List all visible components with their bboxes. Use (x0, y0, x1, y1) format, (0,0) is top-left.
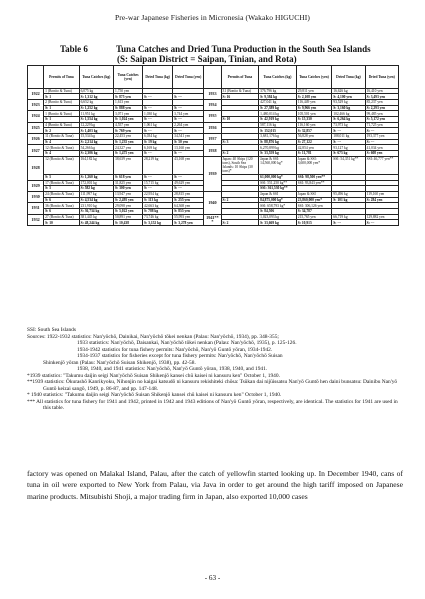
data-cell: S: 32,857 (296, 128, 331, 134)
data-cell: S: 4,100 yen (332, 94, 365, 100)
data-cell: 27 (Bonito & Tuna) (44, 214, 79, 220)
data-cell: S: --- (332, 139, 365, 145)
data-cell: S: 113 kg (143, 197, 173, 203)
data-cell: S: 1,252 kg (79, 105, 113, 111)
table-label: Table 6 (60, 44, 88, 54)
data-cell: 42,663 kg (143, 203, 173, 209)
data-cell: 6,075 kg (79, 88, 113, 94)
col-header: Dried Tuna (yen) (365, 66, 398, 89)
data-cell: S: 36,734 kg (79, 208, 113, 214)
data-cell: 73,746 kg (143, 214, 173, 220)
data-cell: 6,034 kg (143, 134, 173, 140)
year-cell: 1934 (204, 99, 221, 110)
data-cell: S: 5 (44, 186, 79, 192)
data-cell: S: --- (173, 117, 204, 123)
note-line: Sources: 1922-1932 statistics: Nan'yōchō, Dainikai, Nan'yōchō tōkei nenkan (Palau: Nan'yōchō, 1934), pp. 348-355; (27, 333, 279, 340)
year-cell: 1928 (28, 156, 44, 180)
data-cell: 31,825 yen (114, 180, 143, 186)
data-cell: 38,639 yen (114, 156, 143, 174)
year-cell: 1930 (28, 191, 44, 202)
data-cell: S: --- (173, 151, 204, 157)
data-cell: S: 10,915 (296, 220, 331, 226)
table-body (28, 88, 399, 225)
data-cell: S: 2 (221, 197, 259, 203)
data-cell: 376,796 kg (259, 88, 297, 94)
data-cell: S: --- (143, 174, 173, 180)
year-cell: 1925 (28, 122, 44, 133)
year-cell: 1933 (204, 88, 221, 99)
data-cell: 56,828 yen (296, 134, 331, 140)
data-cell: 16,410 yen (365, 88, 398, 94)
col-header: Permits of Tuna (44, 66, 79, 89)
page-number: - 63 - (204, 574, 221, 582)
data-cell: 50,891 yen (114, 214, 143, 220)
data-cell: S: 48,244 kg (79, 220, 113, 226)
table-row (28, 214, 399, 220)
data-cell: S: 1,403 kg (79, 128, 113, 134)
data-cell: SSI: 93,843 yen** (296, 180, 331, 186)
data-cell: 6,270,899 kg (259, 145, 297, 151)
data-cell: S: 1,475 yen (114, 151, 143, 157)
data-cell: Japan & SSI (296, 191, 331, 197)
data-cell: S: --- (365, 139, 398, 145)
year-cell: 1923 (28, 99, 44, 110)
data-cell: S: 4 (44, 139, 79, 145)
data-cell: S: --- (173, 105, 204, 111)
data-cell: 4,557 yen (114, 122, 143, 128)
data-cell: S: --- (173, 186, 204, 192)
data-cell: 24 (Bonito & Tuna) (44, 191, 79, 197)
data-cell: 64,368 yen (173, 203, 204, 209)
table-row (28, 122, 399, 128)
table-row (28, 88, 399, 94)
data-cell: Japan & SSI: 3,600,000 yen* (296, 156, 331, 174)
data-cell: 129,882 yen (365, 214, 398, 220)
data-cell: 61,000,000 kg* (259, 174, 297, 180)
data-cell: S: 2 (221, 220, 259, 226)
data-cell: S: 84,506 (259, 208, 297, 214)
col-header: Permits of Tuna (221, 66, 259, 89)
data-cell: S: --- (332, 128, 365, 134)
note-line: *** All statistics for tuna fishery for 1941 and 1942, printed in 1942 and 1943 editions of Nan'yō Guntō yōran, respectively, are identical. The statistics for 1941 are used in this table. (27, 398, 398, 411)
data-cell: S: 788 kg (143, 208, 173, 214)
data-cell: S: 6 (44, 208, 79, 214)
data-cell: 3,744 yen (173, 111, 204, 117)
data-cell: S: 33,669 kg (259, 220, 297, 226)
data-cell: S: 4,534 kg (79, 197, 113, 203)
table-notes (27, 327, 405, 412)
data-cell: S: 582 kg (79, 186, 113, 192)
year-cell: 1938 (204, 145, 221, 156)
data-cell: 13,947 yen (114, 191, 143, 197)
data-cell: 188,011 kg (332, 134, 365, 140)
year-cell: 1941*** (204, 214, 221, 225)
data-cell: S: --- (173, 94, 204, 100)
data-cell: 95,496 kg (332, 191, 365, 197)
year-cell: 1939 (204, 156, 221, 191)
data-cell: S: 10 (221, 117, 259, 123)
data-cell: S: 618 yen (114, 174, 143, 180)
data-cell: 193,377 yen (365, 134, 398, 140)
data-cell: S: 10,438 (114, 220, 143, 226)
data-cell: 41,034 yen (365, 145, 398, 151)
year-cell: 1927 (28, 145, 44, 156)
data-cell: S: 9,966 yen (296, 105, 331, 111)
data-cell: S: 5,022 yen (114, 208, 143, 214)
data-cell: S: 2,108 yen (296, 94, 331, 100)
data-cell: SSI: 306,126 yen (296, 203, 331, 209)
data-cell: 1,023,093 kg (259, 214, 297, 220)
data-cell: 17 (Bonito & Tuna) (44, 180, 79, 186)
table-row (28, 111, 399, 117)
data-cell: 54,266 kg (79, 145, 113, 151)
data-cell: 12,229 kg (79, 122, 113, 128)
year-cell: 1936 (204, 122, 221, 133)
data-cell: 15,534 kg (79, 134, 113, 140)
data-cell: SSI: 361,530 kg** (259, 186, 297, 192)
year-cell: 1935 (204, 111, 221, 122)
data-cell: S: 6 (44, 197, 79, 203)
data-cell: 102,466 kg (332, 111, 365, 117)
data-cell: S: --- (365, 220, 398, 226)
table-row (28, 99, 399, 105)
data-cell: 12 (Bonito & Tuna) (44, 156, 79, 174)
data-cell: S: --- (173, 128, 204, 134)
data-cell: S: 1,312 kg (79, 94, 113, 100)
data-cell: 6,169 kg (143, 145, 173, 151)
data-cell: S: 101 kg (332, 197, 365, 203)
data-cell: 34,541 yen (173, 134, 204, 140)
body-paragraph: factory was opened on Malakal Island, Palau, after the catch of yellowfin started looking up. In December 1940, cans of tuna in oil were exported to New York from Palau, via Java in order to get around the high tariff imposed on Japanese marine products. Mitsubishi Shoji, a major trading firm in Japan, also exported 10,000 cases (27, 469, 403, 501)
data-cell: 66,719 kg (332, 214, 365, 220)
data-cell: S: --- (143, 186, 173, 192)
data-cell: 4 (Bonito & Tuna) (44, 122, 79, 128)
note-line: 1934-1942 statistics for tuna fishery permits: Nan'yōchō, Nan'yō Guntō yōran, 1934-1942. (77, 346, 273, 353)
data-cell: S: 2,306 kg (79, 151, 113, 157)
data-cell: 85,237 yen (365, 99, 398, 105)
data-cell: 1,030 kg (143, 111, 173, 117)
data-cell: S: 19 kg (143, 139, 173, 145)
data-cell: S: 855 yen (173, 208, 204, 214)
data-cell: 84,875,000 kg* (259, 197, 297, 203)
data-cell: S: 1 (44, 94, 79, 100)
data-cell: S: 6,264 kg (332, 117, 365, 123)
data-cell: S: --- (143, 151, 173, 157)
data-cell: 99,485 yen (365, 111, 398, 117)
data-cell: 11 (Bonito & Tuna) (44, 134, 79, 140)
data-cell: 22,453 yen (114, 134, 143, 140)
data-cell: 2,264 yen (173, 122, 204, 128)
col-header: Tuna Catches (yen) (114, 66, 143, 89)
data-cell: 73,973 kg (332, 122, 365, 128)
data-cell: S: 255 yen (173, 197, 204, 203)
data-cell: 105,501 yen (296, 111, 331, 117)
data-cell: S: 3,493 yen (365, 94, 398, 100)
data-cell: S: --- (143, 117, 173, 123)
data-cell: S: 27,122 (296, 139, 331, 145)
data-cell: SSI: 658,793 kg* (259, 203, 297, 209)
table-row (28, 145, 399, 151)
data-cell: S: --- (143, 94, 173, 100)
data-cell: SSI: 46,777 yen** (365, 156, 398, 174)
data-cell: S: 1,024 yen (114, 117, 143, 123)
data-cell: Japan: 40 Ships (120 tons), South Sea Islands: 10 Ships (30 tons)* (221, 156, 259, 174)
data-cell: SSI: 98,500 yen** (296, 174, 331, 180)
data-cell: 116,160 yen (296, 122, 331, 128)
year-cell: 1931 (28, 203, 44, 214)
note-line: Shinkenjō yōran (Palau: Nan'yōchō Suisan Shikenjō, 1938), pp. 42-58. (43, 359, 196, 366)
table-row (28, 191, 399, 197)
data-cell: S: 888 yen (114, 105, 143, 111)
data-cell: Japan & SSI (259, 191, 297, 197)
tuna-table (27, 65, 399, 226)
table-header-row (28, 66, 399, 89)
data-cell: S: 284 yen (365, 197, 398, 203)
col-header: Dried Tuna (kg) (143, 66, 173, 89)
data-cell: 93,127 kg (332, 145, 365, 151)
table-row (28, 156, 399, 174)
data-cell: 164,182 kg (79, 156, 113, 174)
table-subtitle: (S: Saipan District = Saipan, Tinian, and Rota) (117, 54, 297, 64)
data-cell: S: 15,330 (296, 117, 331, 123)
data-cell: SSI: 551,250 kg** (259, 180, 297, 186)
col-header: Tuna Catches (yen) (296, 66, 331, 89)
data-cell: 1 (Bonito & Tuna) (44, 88, 79, 94)
data-cell: 23,860,000 yen* (296, 197, 331, 203)
data-cell: 22,954 kg (143, 191, 173, 197)
data-cell: 215,765 yen (296, 214, 331, 220)
data-cell: S: 3,160 kg (332, 105, 365, 111)
year-cell: 1937 (204, 134, 221, 145)
data-cell: 71,725 yen (365, 122, 398, 128)
data-cell: 36 (Bonito & Tuna) (44, 203, 79, 209)
data-cell: S: 11,781 (296, 151, 331, 157)
table-row (28, 134, 399, 140)
running-head: Pre-war Japanese Fisheries in Micronesia (Wakako HIGUCHI) (114, 13, 311, 22)
data-cell: S: 10 (44, 220, 79, 226)
data-cell: S: 1 (44, 105, 79, 111)
year-cell: 1926 (28, 134, 44, 145)
data-cell: S: 9,584 kg (259, 94, 297, 100)
data-cell: 28,815 yen (173, 191, 204, 197)
year-cell: 1922 (28, 88, 44, 99)
year-cell: 1929 (28, 180, 44, 191)
data-cell: S: 152,015 (259, 128, 297, 134)
col-header: Dried Tuna (yen) (173, 66, 204, 89)
data-cell: S: 50 yen (173, 139, 204, 145)
data-cell: S: 5,172 yen (365, 117, 398, 123)
data-cell: S: 5 (44, 174, 79, 180)
data-cell: SSI: 54,351 kg** (332, 156, 365, 174)
data-cell: S: 1,235 yen (114, 139, 143, 145)
col-header: Tuna Catches (kg) (79, 66, 113, 89)
col-header (204, 66, 221, 89)
data-cell: 3,071 yen (114, 111, 143, 117)
col-header: Tuna Catches (kg) (259, 66, 297, 89)
data-cell: 28,219 kg (143, 156, 173, 174)
note-line: * 1940 statistics: "Takumu daijin seigi Nan'yōchō Suisan Shikenjō kansei chū kaisei ni kansuru ken" October 1, 1940. (27, 392, 282, 398)
note-line: 1933 statistics: Nan'yōchō, Daisankai, Nan'yōchō tōkei nenkan (Palau: Nan'yōchō, 1935), p. 125-126. (77, 340, 297, 346)
data-cell: S: 42,919 kg (259, 117, 297, 123)
data-cell: 427,041 kg (259, 99, 297, 105)
data-cell: 3,681,176 kg (259, 134, 297, 140)
year-cell: 1924 (28, 111, 44, 122)
data-cell: S: 88,876 kg (259, 139, 297, 145)
data-cell: 111,997 kg (79, 191, 113, 197)
data-cell: S: 33,559 kg (259, 151, 297, 157)
data-cell: S: 300 yen (114, 186, 143, 192)
data-cell: 1,750 yen (114, 88, 143, 94)
data-cell: S: 769 yen (114, 128, 143, 134)
data-cell: S: --- (143, 105, 173, 111)
year-cell: 1940 (204, 191, 221, 214)
data-cell: 119,160 yen (365, 191, 398, 197)
data-cell: 172,001 kg (79, 180, 113, 186)
data-cell: 1 (Bonito & Tuna) (44, 111, 79, 117)
year-cell: 1932 (28, 214, 44, 225)
data-cell: 13,160 yen (173, 145, 204, 151)
data-cell: S: 27,389 kg (259, 105, 297, 111)
data-cell: 1,061 kg (143, 122, 173, 128)
data-cell: S: 675 kg (332, 151, 365, 157)
data-cell: S: --- (143, 128, 173, 134)
data-cell: S: 2,495 yen (114, 197, 143, 203)
data-cell: 587,116 kg (259, 122, 297, 128)
data-cell: S: 2 (44, 128, 79, 134)
data-cell: 55,993 yen (173, 214, 204, 220)
note-line: 1934-1937 statistics for fisheries except for tuna fishery permits: Nan'yōchō, Nan'yōchō Suisan (77, 353, 283, 359)
data-cell: 29,098 yen (114, 203, 143, 209)
data-cell: S: 1,554 kg (79, 117, 113, 123)
data-cell: 29,811 yen (296, 88, 331, 94)
col-header: Dried Tuna (kg) (332, 66, 365, 89)
data-cell: S: 1 (44, 117, 79, 123)
data-cell: 11,951 kg (79, 111, 113, 117)
data-cell: 116,449 yen (296, 99, 331, 105)
data-cell: S: 34,787 (296, 208, 331, 214)
data-cell: S: 2 (221, 151, 259, 157)
data-cell: S: 875 yen (114, 94, 143, 100)
data-cell: 24,327 yen (114, 145, 143, 151)
data-cell: S: --- (173, 174, 204, 180)
data-cell: S: 3,278 yen (173, 220, 204, 226)
data-cell: 15,715 kg (143, 180, 173, 186)
data-cell: 231,910 kg (79, 203, 113, 209)
data-cell: S: 3,152 kg (143, 220, 173, 226)
data-cell: 42,854 yen (296, 145, 331, 151)
data-cell: S: 2,214 kg (79, 139, 113, 145)
data-cell: S: --- (365, 128, 398, 134)
col-header (28, 66, 44, 89)
table-caption (60, 44, 400, 64)
data-cell: S: 2,293 yen (365, 105, 398, 111)
data-cell: S: 4 (44, 151, 79, 157)
data-cell: S: 1,260 kg (79, 174, 113, 180)
note-line: **1939 statistics: Ōkurashō Kanrikyoku, Nihonjin no kaigai katsudō ni kansuru rekishiteki chōsa: Tsūkan dai nijūissatsu Nan'yō Guntō hen daini bunsatsu: Dainibu Nan'yō Guntō keizai sangō, 1949, p. 86-87, and pp. 147-148. (27, 379, 398, 392)
data-cell: Japan & SSI: 14,560,000 kg* (259, 156, 297, 174)
data-cell: S: 608 yen (365, 151, 398, 157)
data-cell: 1,613 yen (114, 99, 143, 105)
data-cell: 12 (Bonito & Tuna) (44, 145, 79, 151)
note-line: *1939 statistics: "Takumu daijin seigi Nan'yōchō Suisan Shikenjō kansei chū kaisei ni kansuru ken" October 1, 1940. (27, 372, 280, 379)
data-cell: S: --- (332, 220, 365, 226)
note-line: SSI: South Sea Islands (27, 327, 76, 333)
data-cell: 381,445 kg (79, 214, 113, 220)
data-cell: 31 (Bonito & Tuna) (221, 88, 259, 94)
data-cell: 16,626 kg (332, 88, 365, 94)
data-cell: 1,480,014 kg (259, 111, 297, 117)
data-cell: 2 (Bonito & Tuna) (44, 99, 79, 105)
data-cell: S: 16 (221, 94, 259, 100)
data-cell: 6,652 kg (79, 99, 113, 105)
table-title: Tuna Catches and Dried Tuna Production in the South Sea Islands (116, 44, 371, 54)
data-cell: S: 3 (221, 139, 259, 145)
data-cell: 93,529 kg (332, 99, 365, 105)
data-cell: 43,168 yen (173, 156, 204, 174)
note-line: 1938, 1940, and 1941 statistics: Nan'yōchō, Nan'yō Guntō yōran, 1938, 1940, and 1941. (77, 366, 268, 372)
data-cell: 49,629 yen (173, 180, 204, 186)
